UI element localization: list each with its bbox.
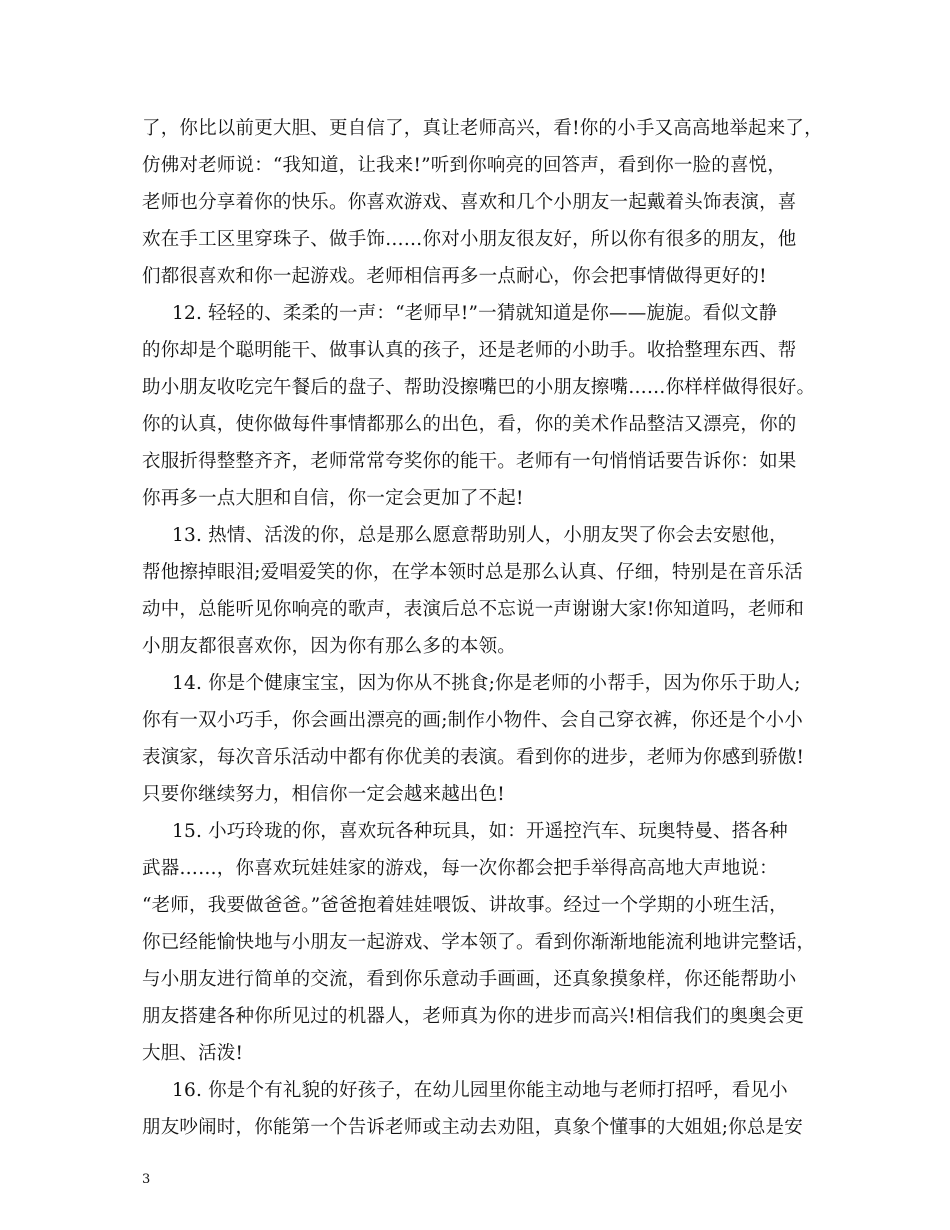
paragraph-16-start: 16. 你是个有礼貌的好孩子，在幼儿园里你能主动地与老师打招呼，看见小 [172, 1080, 788, 1101]
text-line: 的你却是个聪明能干、做事认真的孩子，还是老师的小助手。收拾整理东西、帮 [142, 340, 797, 361]
text-line: 只要你继续努力，相信你一定会越来越出色! [142, 784, 505, 805]
text-line: 动中，总能听见你响亮的歌声，表演后总不忘说一声谢谢大家!你知道吗，老师和 [142, 599, 805, 620]
paragraph-13-start: 13. 热情、活泼的你，总是那么愿意帮助别人，小朋友哭了你会去安慰他， [172, 525, 788, 546]
page-number: 3 [142, 1172, 151, 1187]
text-line: 仿佛对老师说：“我知道，让我来!”听到你响亮的回答声，看到你一脸的喜悦， [142, 155, 787, 176]
text-line: 小朋友都很喜欢你，因为你有那么多的本领。 [142, 636, 517, 657]
text-line: “老师，我要做爸爸。”爸爸抱着娃娃喂饭、讲故事。经过一个学期的小班生活， [142, 895, 788, 916]
text-line: 你已经能愉快地与小朋友一起游戏、学本领了。看到你渐渐地能流利地讲完整话， [142, 932, 816, 953]
text-line: 朋友吵闹时，你能第一个告诉老师或主动去劝阻，真象个懂事的大姐姐;你总是安 [142, 1117, 803, 1138]
text-line: 大胆、活泼! [142, 1043, 244, 1064]
text-line: 武器……，你喜欢玩娃娃家的游戏，每一次你都会把手举得高高地大声地说： [142, 858, 778, 879]
paragraph-12-start: 12. 轻轻的、柔柔的一声：“老师早!”一猜就知道是你——旎旎。看似文静 [172, 303, 778, 324]
text-line: 你的认真，使你做每件事情都那么的出色，看，你的美术作品整洁又漂亮，你的 [142, 414, 797, 435]
paragraph-15-start: 15. 小巧玲珑的你，喜欢玩各种玩具，如：开遥控汽车、玩奥特曼、搭各种 [172, 821, 788, 842]
text-line: 了，你比以前更大胆、更自信了，真让老师高兴，看!你的小手又高高地举起来了， [142, 118, 823, 139]
text-line: 帮他擦掉眼泪;爱唱爱笑的你，在学本领时总是那么认真、仔细，特别是在音乐活 [142, 562, 803, 583]
text-line: 朋友搭建各种你所见过的机器人，老师真为你的进步而高兴!相信我们的奥奥会更 [142, 1006, 805, 1027]
text-line: 表演家，每次音乐活动中都有你优美的表演。看到你的进步，老师为你感到骄傲! [142, 747, 805, 768]
text-line: 老师也分享着你的快乐。你喜欢游戏、喜欢和几个小朋友一起戴着头饰表演，喜 [142, 192, 797, 213]
text-line: 们都很喜欢和你一起游戏。老师相信再多一点耐心，你会把事情做得更好的! [142, 266, 767, 287]
text-line: 衣服折得整整齐齐，老师常常夸奖你的能干。老师有一句悄悄话要告诉你：如果 [142, 451, 797, 472]
text-line: 你再多一点大胆和自信，你一定会更加了不起! [142, 488, 524, 509]
text-line: 欢在手工区里穿珠子、做手饰……你对小朋友很友好，所以你有很多的朋友，他 [142, 229, 797, 250]
paragraph-14-start: 14. 你是个健康宝宝，因为你从不挑食;你是老师的小帮手，因为你乐于助人; [172, 673, 801, 694]
text-line: 你有一双小巧手，你会画出漂亮的画;制作小物件、会自己穿衣裤，你还是个小小 [142, 710, 803, 731]
text-line: 助小朋友收吃完午餐后的盘子、帮助没擦嘴巴的小朋友擦嘴……你样样做得很好。 [142, 377, 816, 398]
text-line: 与小朋友进行简单的交流，看到你乐意动手画画，还真象摸象样，你还能帮助小 [142, 969, 797, 990]
